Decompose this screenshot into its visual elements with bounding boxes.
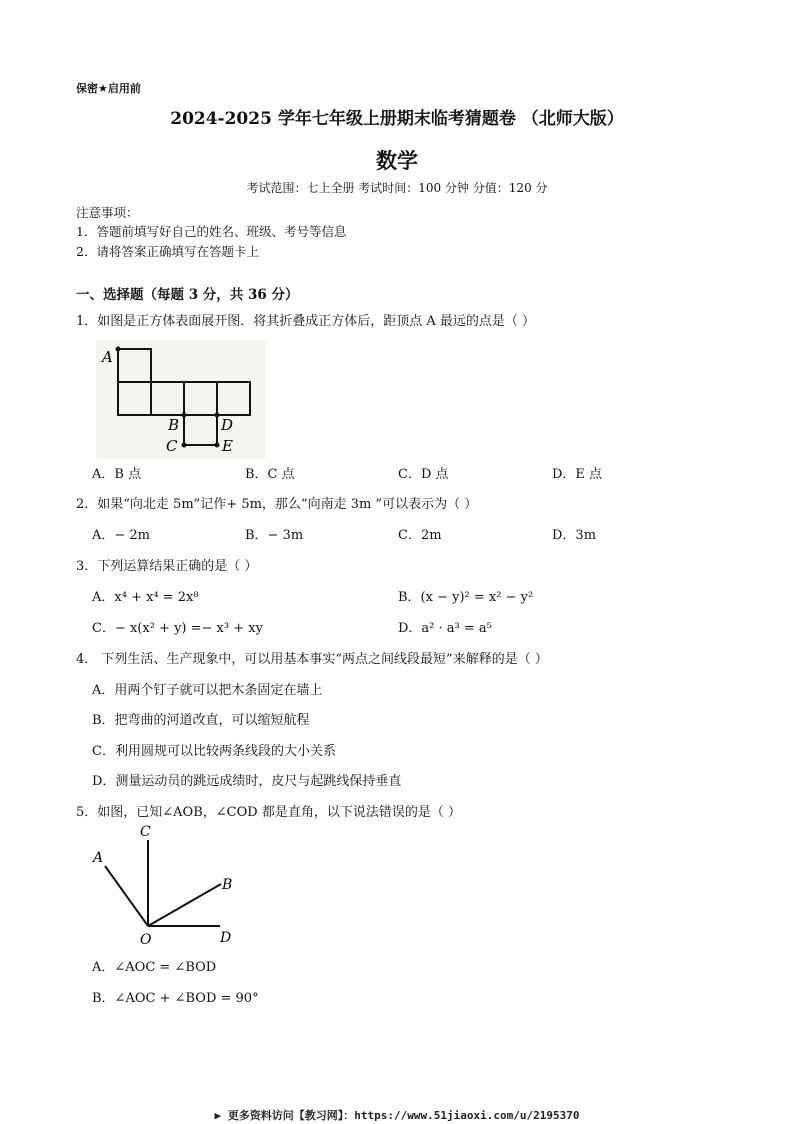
q5-option-b[interactable]: B．∠AOC + ∠BOD = 90° — [92, 991, 259, 1006]
q2-option-d[interactable]: D．3m — [552, 528, 597, 543]
q2-option-a[interactable]: A．− 2m — [92, 528, 151, 543]
label-d: D — [220, 930, 232, 946]
q2-option-c[interactable]: C．2m — [398, 528, 442, 543]
subject-title: 数学 — [376, 148, 418, 173]
label-c: C — [166, 437, 178, 455]
label-e: E — [222, 437, 233, 455]
label-o: O — [140, 932, 152, 948]
section-heading: 一、选择题（每题 3 分，共 36 分） — [76, 287, 299, 303]
q4-stem: 4． 下列生活、生产现象中，可以用基本事实“两点之间线段最短”来解释的是（ ） — [76, 652, 548, 667]
note-item: 2．请将答案正确填写在答题卡上 — [76, 244, 259, 259]
q4-option-a[interactable]: A．用两个钉子就可以把木条固定在墙上 — [92, 683, 323, 698]
q5-stem: 5．如图，已知∠AOB，∠COD 都是直角，以下说法错误的是（ ） — [76, 805, 461, 820]
cube-net-figure — [96, 340, 266, 458]
q1-option-a[interactable]: A．B 点 — [92, 467, 142, 482]
label-d: D — [221, 416, 234, 434]
right-angles-figure — [88, 822, 248, 950]
q3-stem: 3．下列运算结果正确的是（ ） — [76, 559, 258, 574]
label-b: B — [222, 877, 233, 893]
q2-stem: 2．如果“向北走 5m”记作+ 5m，那么“向南走 3m ”可以表示为（ ） — [76, 497, 478, 512]
q3-option-b[interactable]: B．(x − y)² = x² − y² — [398, 590, 534, 605]
q1-option-c[interactable]: C．D 点 — [398, 467, 449, 482]
exam-title: 2024-2025 学年七年级上册期末临考猜题卷 （北师大版） — [170, 109, 624, 129]
q1-stem: 1．如图是正方体表面展开图．将其折叠成正方体后，距顶点 A 最远的点是（ ） — [76, 314, 536, 329]
exam-info: 考试范围：七上全册 考试时间：100 分钟 分值：120 分 — [246, 181, 548, 195]
q1-option-d[interactable]: D．E 点 — [552, 467, 603, 482]
label-c: C — [140, 824, 151, 840]
label-a: A — [93, 850, 104, 866]
q3-option-a[interactable]: A．x⁴ + x⁴ = 2x⁸ — [92, 590, 199, 605]
q4-option-c[interactable]: C．利用圆规可以比较两条线段的大小关系 — [92, 744, 336, 759]
notes-heading: 注意事项： — [76, 205, 139, 220]
q3-option-c[interactable]: C．− x(x² + y) =− x³ + xy — [92, 621, 263, 636]
label-a: A — [102, 348, 113, 366]
q4-option-b[interactable]: B．把弯曲的河道改直，可以缩短航程 — [92, 713, 310, 728]
label-b: B — [168, 416, 180, 434]
q5-option-a[interactable]: A．∠AOC = ∠BOD — [92, 960, 217, 975]
note-item: 1．答题前填写好自己的姓名、班级、考号等信息 — [76, 224, 347, 239]
q4-option-d[interactable]: D．测量运动员的跳远成绩时，皮尺与起跳线保持垂直 — [92, 774, 402, 789]
q3-option-d[interactable]: D．a² · a³ = a⁵ — [398, 621, 492, 636]
q2-option-b[interactable]: B．− 3m — [245, 528, 304, 543]
confidential-label: 保密★启用前 — [76, 82, 141, 95]
footer-link[interactable]: ▶ 更多资料访问【教习网】：https://www.51jiaoxi.com/u/2195370 — [214, 1109, 580, 1122]
q1-option-b[interactable]: B．C 点 — [245, 467, 295, 482]
